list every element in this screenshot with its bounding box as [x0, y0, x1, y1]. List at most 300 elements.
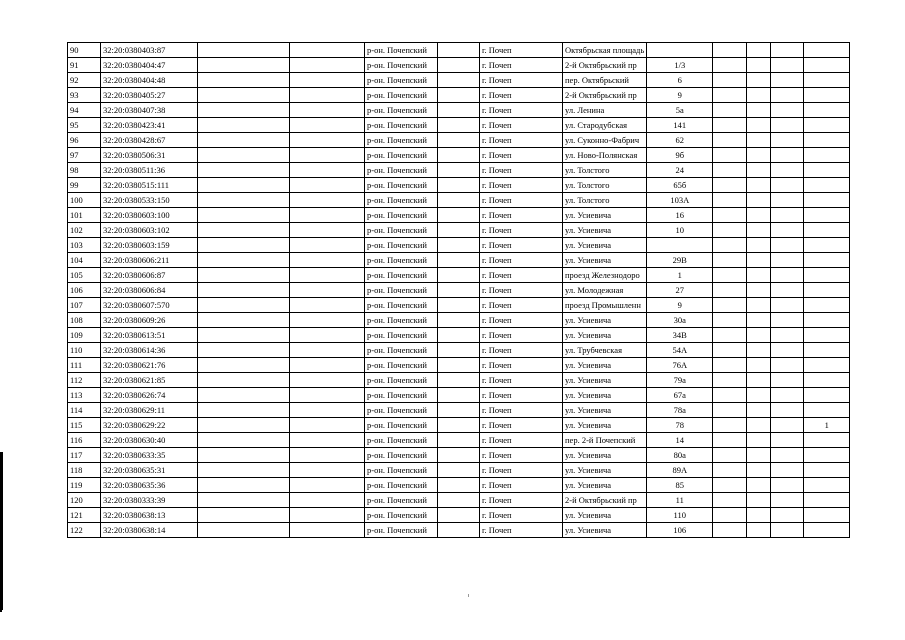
cell-empty — [198, 103, 290, 118]
cell-empty — [198, 253, 290, 268]
cell-count — [804, 223, 850, 238]
cell-empty — [438, 433, 480, 448]
cell-street: ул. Ново-Полянская — [563, 148, 647, 163]
cell-district: р-он. Почепский — [365, 313, 438, 328]
cell-house-number — [647, 43, 713, 58]
cell-count — [804, 493, 850, 508]
cell-row-number: 99 — [68, 178, 101, 193]
table-row — [68, 373, 850, 388]
cell-empty — [771, 508, 804, 523]
cell-empty — [290, 193, 365, 208]
table-row — [68, 328, 850, 343]
cell-city: г. Почеп — [480, 223, 563, 238]
cell-empty — [771, 328, 804, 343]
cell-row-number: 114 — [68, 403, 101, 418]
cell-row-number: 117 — [68, 448, 101, 463]
cell-house-number: 11 — [647, 493, 713, 508]
cell-house-number: 78 — [647, 418, 713, 433]
cell-cadastral-number: 32:20:0380603:100 — [101, 208, 198, 223]
cell-empty — [290, 238, 365, 253]
cell-empty — [747, 43, 771, 58]
cell-house-number: 30а — [647, 313, 713, 328]
cell-empty — [438, 253, 480, 268]
cell-row-number: 111 — [68, 358, 101, 373]
cell-house-number: 79а — [647, 373, 713, 388]
cell-city: г. Почеп — [480, 73, 563, 88]
table-row — [68, 343, 850, 358]
cell-empty — [713, 268, 747, 283]
cell-street: пер. Октябрьский — [563, 73, 647, 88]
cell-count — [804, 433, 850, 448]
cell-empty — [290, 133, 365, 148]
cell-empty — [438, 313, 480, 328]
cell-street: ул. Усиевича — [563, 523, 647, 538]
cell-empty — [438, 283, 480, 298]
cell-count — [804, 253, 850, 268]
cell-empty — [438, 208, 480, 223]
cell-street: ул. Усиевича — [563, 463, 647, 478]
cell-empty — [713, 328, 747, 343]
cell-empty — [290, 103, 365, 118]
cell-empty — [771, 403, 804, 418]
cell-street: ул. Ленина — [563, 103, 647, 118]
table-row — [68, 508, 850, 523]
cell-house-number: 67а — [647, 388, 713, 403]
cell-cadastral-number: 32:20:0380638:14 — [101, 523, 198, 538]
cell-house-number: 85 — [647, 478, 713, 493]
cell-empty — [198, 268, 290, 283]
cell-row-number: 115 — [68, 418, 101, 433]
cell-district: р-он. Почепский — [365, 388, 438, 403]
cell-empty — [713, 118, 747, 133]
cell-empty — [290, 253, 365, 268]
cell-empty — [771, 373, 804, 388]
cell-city: г. Почеп — [480, 268, 563, 283]
cell-empty — [713, 478, 747, 493]
cell-row-number: 102 — [68, 223, 101, 238]
cell-house-number: 76А — [647, 358, 713, 373]
table-row — [68, 478, 850, 493]
cell-row-number: 120 — [68, 493, 101, 508]
cell-street: ул. Усиевича — [563, 508, 647, 523]
cell-empty — [771, 58, 804, 73]
cell-empty — [438, 478, 480, 493]
cell-empty — [771, 268, 804, 283]
cell-empty — [438, 193, 480, 208]
cell-district: р-он. Почепский — [365, 43, 438, 58]
cell-house-number: 24 — [647, 163, 713, 178]
cell-district: р-он. Почепский — [365, 328, 438, 343]
cell-city: г. Почеп — [480, 403, 563, 418]
table-row — [68, 148, 850, 163]
cell-empty — [290, 118, 365, 133]
cell-empty — [713, 508, 747, 523]
cell-count — [804, 523, 850, 538]
cell-count — [804, 103, 850, 118]
cell-empty — [438, 43, 480, 58]
cell-house-number: 5а — [647, 103, 713, 118]
cell-empty — [771, 223, 804, 238]
cell-city: г. Почеп — [480, 463, 563, 478]
cell-empty — [747, 388, 771, 403]
cell-empty — [713, 208, 747, 223]
cell-empty — [290, 328, 365, 343]
cell-empty — [438, 343, 480, 358]
cell-row-number: 121 — [68, 508, 101, 523]
cell-house-number: 9б — [647, 148, 713, 163]
table-row — [68, 253, 850, 268]
cell-house-number: 10 — [647, 223, 713, 238]
cell-empty — [747, 463, 771, 478]
cell-empty — [290, 508, 365, 523]
cell-street: ул. Трубчевская — [563, 343, 647, 358]
cell-cadastral-number: 32:20:0380428:67 — [101, 133, 198, 148]
cell-district: р-он. Почепский — [365, 208, 438, 223]
cell-district: р-он. Почепский — [365, 508, 438, 523]
cell-city: г. Почеп — [480, 163, 563, 178]
cell-empty — [198, 493, 290, 508]
cell-city: г. Почеп — [480, 103, 563, 118]
cell-cadastral-number: 32:20:0380404:48 — [101, 73, 198, 88]
cell-empty — [747, 313, 771, 328]
cell-count — [804, 478, 850, 493]
cell-empty — [438, 493, 480, 508]
cell-city: г. Почеп — [480, 238, 563, 253]
cell-house-number: 89А — [647, 463, 713, 478]
cell-empty — [438, 418, 480, 433]
cell-empty — [747, 433, 771, 448]
cell-street: ул. Усиевича — [563, 388, 647, 403]
cell-empty — [198, 208, 290, 223]
cell-empty — [198, 463, 290, 478]
cell-empty — [438, 88, 480, 103]
cell-empty — [290, 478, 365, 493]
cell-row-number: 94 — [68, 103, 101, 118]
cell-empty — [713, 88, 747, 103]
cell-city: г. Почеп — [480, 328, 563, 343]
cell-empty — [713, 433, 747, 448]
cell-empty — [198, 88, 290, 103]
cell-cadastral-number: 32:20:0380609:26 — [101, 313, 198, 328]
table-row — [68, 238, 850, 253]
cell-cadastral-number: 32:20:0380621:76 — [101, 358, 198, 373]
cell-empty — [198, 328, 290, 343]
cell-district: р-он. Почепский — [365, 88, 438, 103]
cell-street: 2-й Октябрьский пр — [563, 88, 647, 103]
table-row — [68, 523, 850, 538]
cell-district: р-он. Почепский — [365, 118, 438, 133]
cell-empty — [198, 358, 290, 373]
table-row — [68, 118, 850, 133]
cell-row-number: 109 — [68, 328, 101, 343]
table-row — [68, 388, 850, 403]
cell-empty — [290, 373, 365, 388]
cell-count — [804, 148, 850, 163]
cell-cadastral-number: 32:20:0380638:13 — [101, 508, 198, 523]
cell-empty — [747, 58, 771, 73]
cell-empty — [438, 103, 480, 118]
cell-count — [804, 328, 850, 343]
cell-cadastral-number: 32:20:0380606:87 — [101, 268, 198, 283]
table-row — [68, 223, 850, 238]
cell-empty — [198, 73, 290, 88]
cell-empty — [713, 448, 747, 463]
cell-street: ул. Усиевича — [563, 418, 647, 433]
cell-city: г. Почеп — [480, 193, 563, 208]
cell-house-number: 1 — [647, 268, 713, 283]
cell-city: г. Почеп — [480, 478, 563, 493]
cell-empty — [290, 433, 365, 448]
cell-district: р-он. Почепский — [365, 73, 438, 88]
cell-cadastral-number: 32:20:0380630:40 — [101, 433, 198, 448]
table-row — [68, 313, 850, 328]
cell-count — [804, 298, 850, 313]
cell-street: ул. Усиевича — [563, 373, 647, 388]
cell-count — [804, 193, 850, 208]
cell-empty — [713, 358, 747, 373]
cell-cadastral-number: 32:20:0380511:36 — [101, 163, 198, 178]
cell-district: р-он. Почепский — [365, 103, 438, 118]
cell-district: р-он. Почепский — [365, 178, 438, 193]
cell-house-number: 106 — [647, 523, 713, 538]
table-body — [68, 43, 850, 538]
cell-empty — [771, 208, 804, 223]
cell-cadastral-number: 32:20:0380606:211 — [101, 253, 198, 268]
cell-empty — [198, 58, 290, 73]
cell-empty — [713, 178, 747, 193]
cell-empty — [747, 88, 771, 103]
cell-district: р-он. Почепский — [365, 283, 438, 298]
cell-count — [804, 508, 850, 523]
cell-empty — [290, 178, 365, 193]
cell-empty — [771, 298, 804, 313]
cell-empty — [771, 478, 804, 493]
cell-empty — [290, 343, 365, 358]
cell-count — [804, 388, 850, 403]
cell-empty — [747, 493, 771, 508]
cell-empty — [290, 523, 365, 538]
cell-cadastral-number: 32:20:0380515:111 — [101, 178, 198, 193]
cell-row-number: 106 — [68, 283, 101, 298]
cell-cadastral-number: 32:20:0380629:11 — [101, 403, 198, 418]
cell-empty — [290, 298, 365, 313]
cell-empty — [198, 418, 290, 433]
table-row — [68, 358, 850, 373]
cell-city: г. Почеп — [480, 88, 563, 103]
cell-street: пер. 2-й Почепский — [563, 433, 647, 448]
cell-city: г. Почеп — [480, 343, 563, 358]
cell-empty — [771, 103, 804, 118]
cell-empty — [771, 343, 804, 358]
cell-district: р-он. Почепский — [365, 418, 438, 433]
cell-cadastral-number: 32:20:0380635:31 — [101, 463, 198, 478]
cell-street: ул. Суконно-Фабрич — [563, 133, 647, 148]
cell-count — [804, 268, 850, 283]
cell-empty — [713, 73, 747, 88]
scan-speck — [468, 594, 469, 597]
cell-cadastral-number: 32:20:0380533:150 — [101, 193, 198, 208]
cell-empty — [290, 268, 365, 283]
table-row — [68, 448, 850, 463]
cell-street: ул. Усиевича — [563, 358, 647, 373]
cell-city: г. Почеп — [480, 58, 563, 73]
cell-empty — [771, 433, 804, 448]
cell-empty — [198, 193, 290, 208]
cell-street: ул. Усиевича — [563, 208, 647, 223]
cell-empty — [713, 373, 747, 388]
cell-district: р-он. Почепский — [365, 343, 438, 358]
cell-district: р-он. Почепский — [365, 223, 438, 238]
cell-row-number: 96 — [68, 133, 101, 148]
cell-row-number: 118 — [68, 463, 101, 478]
cell-street: проезд Железнодоро — [563, 268, 647, 283]
cell-empty — [198, 433, 290, 448]
cell-empty — [438, 223, 480, 238]
cell-empty — [290, 388, 365, 403]
cell-city: г. Почеп — [480, 433, 563, 448]
cell-district: р-он. Почепский — [365, 298, 438, 313]
cell-row-number: 98 — [68, 163, 101, 178]
cell-house-number: 110 — [647, 508, 713, 523]
cell-street: 2-й Октябрьский пр — [563, 493, 647, 508]
cell-cadastral-number: 32:20:0380603:102 — [101, 223, 198, 238]
cell-empty — [713, 238, 747, 253]
cell-empty — [747, 118, 771, 133]
cell-empty — [713, 523, 747, 538]
cell-empty — [771, 463, 804, 478]
cell-cadastral-number: 32:20:0380614:36 — [101, 343, 198, 358]
cell-district: р-он. Почепский — [365, 58, 438, 73]
cell-house-number: 6 — [647, 73, 713, 88]
cell-count — [804, 73, 850, 88]
cell-empty — [713, 103, 747, 118]
cell-district: р-он. Почепский — [365, 358, 438, 373]
cell-empty — [713, 163, 747, 178]
cell-city: г. Почеп — [480, 148, 563, 163]
cell-empty — [713, 298, 747, 313]
cell-empty — [438, 163, 480, 178]
cell-row-number: 97 — [68, 148, 101, 163]
cell-count — [804, 358, 850, 373]
cell-empty — [747, 73, 771, 88]
cell-empty — [290, 73, 365, 88]
cell-empty — [771, 133, 804, 148]
cell-city: г. Почеп — [480, 448, 563, 463]
cell-street: ул. Усиевича — [563, 448, 647, 463]
cell-district: р-он. Почепский — [365, 373, 438, 388]
cell-empty — [290, 43, 365, 58]
cell-house-number: 29В — [647, 253, 713, 268]
cell-empty — [771, 193, 804, 208]
cell-district: р-он. Почепский — [365, 193, 438, 208]
cell-empty — [290, 88, 365, 103]
cell-cadastral-number: 32:20:0380633:35 — [101, 448, 198, 463]
cell-street: 2-й Октябрьский пр — [563, 58, 647, 73]
cell-city: г. Почеп — [480, 118, 563, 133]
cell-empty — [713, 403, 747, 418]
cell-cadastral-number: 32:20:0380506:31 — [101, 148, 198, 163]
cell-empty — [771, 118, 804, 133]
cell-empty — [747, 523, 771, 538]
cell-empty — [198, 118, 290, 133]
cell-cadastral-number: 32:20:0380621:85 — [101, 373, 198, 388]
cell-empty — [771, 418, 804, 433]
cell-empty — [290, 223, 365, 238]
cell-empty — [747, 208, 771, 223]
cell-district: р-он. Почепский — [365, 463, 438, 478]
cell-empty — [747, 508, 771, 523]
cell-empty — [198, 313, 290, 328]
cell-count — [804, 463, 850, 478]
cell-empty — [771, 178, 804, 193]
cell-count — [804, 283, 850, 298]
cell-empty — [771, 523, 804, 538]
cell-count — [804, 118, 850, 133]
cell-cadastral-number: 32:20:0380626:74 — [101, 388, 198, 403]
cell-house-number — [647, 238, 713, 253]
table-row — [68, 463, 850, 478]
cell-empty — [438, 178, 480, 193]
cell-empty — [713, 133, 747, 148]
cell-empty — [771, 148, 804, 163]
cell-empty — [290, 163, 365, 178]
cell-cadastral-number: 32:20:0380606:84 — [101, 283, 198, 298]
cell-street: ул. Усиевича — [563, 253, 647, 268]
cell-cadastral-number: 32:20:0380404:47 — [101, 58, 198, 73]
cell-city: г. Почеп — [480, 283, 563, 298]
cell-empty — [747, 448, 771, 463]
cell-count: 1 — [804, 418, 850, 433]
cell-house-number: 9 — [647, 88, 713, 103]
cell-row-number: 101 — [68, 208, 101, 223]
cell-empty — [198, 283, 290, 298]
cell-empty — [771, 88, 804, 103]
table-row — [68, 43, 850, 58]
cell-empty — [771, 358, 804, 373]
cell-empty — [747, 373, 771, 388]
cell-city: г. Почеп — [480, 133, 563, 148]
table-row — [68, 73, 850, 88]
cell-count — [804, 43, 850, 58]
cell-empty — [713, 148, 747, 163]
cell-empty — [747, 193, 771, 208]
table-row — [68, 88, 850, 103]
cell-cadastral-number: 32:20:0380603:159 — [101, 238, 198, 253]
cell-district: р-он. Почепский — [365, 268, 438, 283]
cell-count — [804, 163, 850, 178]
cell-house-number: 1/3 — [647, 58, 713, 73]
cell-empty — [747, 148, 771, 163]
cell-empty — [198, 373, 290, 388]
cell-empty — [438, 328, 480, 343]
cell-empty — [198, 298, 290, 313]
cell-street: ул. Молодежная — [563, 283, 647, 298]
cell-empty — [438, 118, 480, 133]
cell-district: р-он. Почепский — [365, 523, 438, 538]
cell-house-number: 103А — [647, 193, 713, 208]
table-row — [68, 178, 850, 193]
cell-street: ул. Усиевича — [563, 313, 647, 328]
cell-empty — [771, 73, 804, 88]
cell-empty — [198, 133, 290, 148]
table-row — [68, 283, 850, 298]
cell-count — [804, 88, 850, 103]
cell-cadastral-number: 32:20:0380607:570 — [101, 298, 198, 313]
cell-city: г. Почеп — [480, 523, 563, 538]
cell-empty — [713, 343, 747, 358]
cell-empty — [713, 193, 747, 208]
cell-street: ул. Усиевича — [563, 478, 647, 493]
